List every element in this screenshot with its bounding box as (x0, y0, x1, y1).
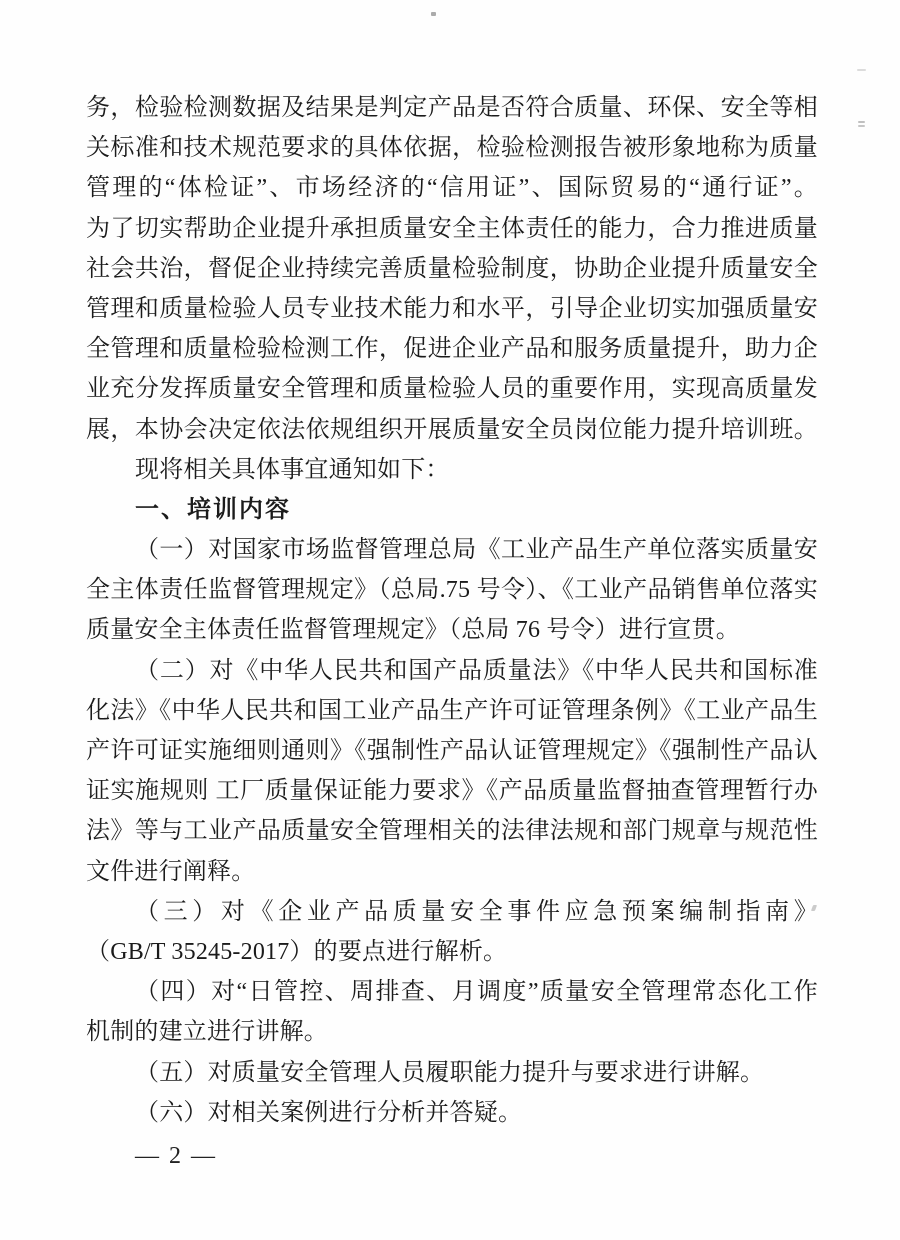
body-line: 机制的建立进行讲解。 (86, 1019, 328, 1046)
scan-speck (431, 12, 436, 16)
page-footer (135, 1136, 217, 1176)
body-line: （二）对《中华人民共和国产品质量法》《中华人民共和国标准 (135, 657, 818, 684)
body-line: 全主体责任监督管理规定》（总局.75 号令）、《工业产品销售单位落实 (86, 577, 818, 604)
body-line: 管理的“体检证”、市场经济的“信用证”、国际贸易的“通行证”。 (86, 175, 818, 202)
scan-speck (858, 121, 865, 123)
body-line: （四）对“日管控、周排查、月调度”质量安全管理常态化工作 (135, 979, 818, 1006)
body-line: （五）对质量安全管理人员履职能力提升与要求进行讲解。 (135, 1059, 765, 1086)
body-line: 现将相关具体事宜通知如下： (135, 456, 450, 483)
body-line: （三）对《企业产品质量安全事件应急预案编制指南》 (135, 898, 818, 925)
body-line: 产许可证实施细则通则》《强制性产品认证管理规定》《强制性产品认 (86, 738, 818, 764)
body-line: （六）对相关案例进行分析并答疑。 (135, 1099, 523, 1126)
body-line: 业充分发挥质量安全管理和质量检验人员的重要作用，实现高质量发 (86, 376, 818, 403)
body-line: 质量安全主体责任监督管理规定》（总局 76 号令）进行宣贯。 (86, 617, 740, 644)
body-line: 法》等与工业产品质量安全管理相关的法律法规和部门规章与规范性 (86, 818, 818, 845)
body-line: 化法》《中华人民共和国工业产品生产许可证管理条例》《工业产品生 (86, 697, 818, 724)
section-heading-training-content: 一、培训内容 (135, 495, 291, 523)
body-line: 社会共治，督促企业持续完善质量检验制度，协助企业提升质量安全 (86, 255, 818, 282)
body-line: 证实施规则 工厂质量保证能力要求》《产品质量监督抽查管理暂行办 (86, 778, 818, 805)
body-line: （GB/T 35245-2017）的要点进行解析。 (86, 938, 508, 965)
body-line: 展，本协会决定依法依规组织开展质量安全员岗位能力提升培训班。 (86, 416, 818, 443)
body-line: 文件进行阐释。 (86, 858, 256, 885)
body-line: 为了切实帮助企业提升承担质量安全主体责任的能力，合力推进质量 (86, 215, 818, 242)
body-line: 关标准和技术规范要求的具体依据，检验检测报告被形象地称为质量 (86, 135, 818, 162)
scan-speck (857, 69, 866, 71)
document-body (86, 88, 818, 1133)
body-line: 务，检验检测数据及结果是判定产品是否符合质量、环保、安全等相 (86, 95, 818, 121)
body-line: 管理和质量检验人员专业技术能力和水平，引导企业切实加强质量安 (86, 295, 818, 322)
body-line: 全管理和质量检验检测工作，促进企业产品和服务质量提升，助力企 (86, 336, 818, 363)
body-line: （一）对国家市场监督管理总局《工业产品生产单位落实质量安 (135, 537, 818, 564)
page-number: — 2 — (135, 1143, 217, 1169)
